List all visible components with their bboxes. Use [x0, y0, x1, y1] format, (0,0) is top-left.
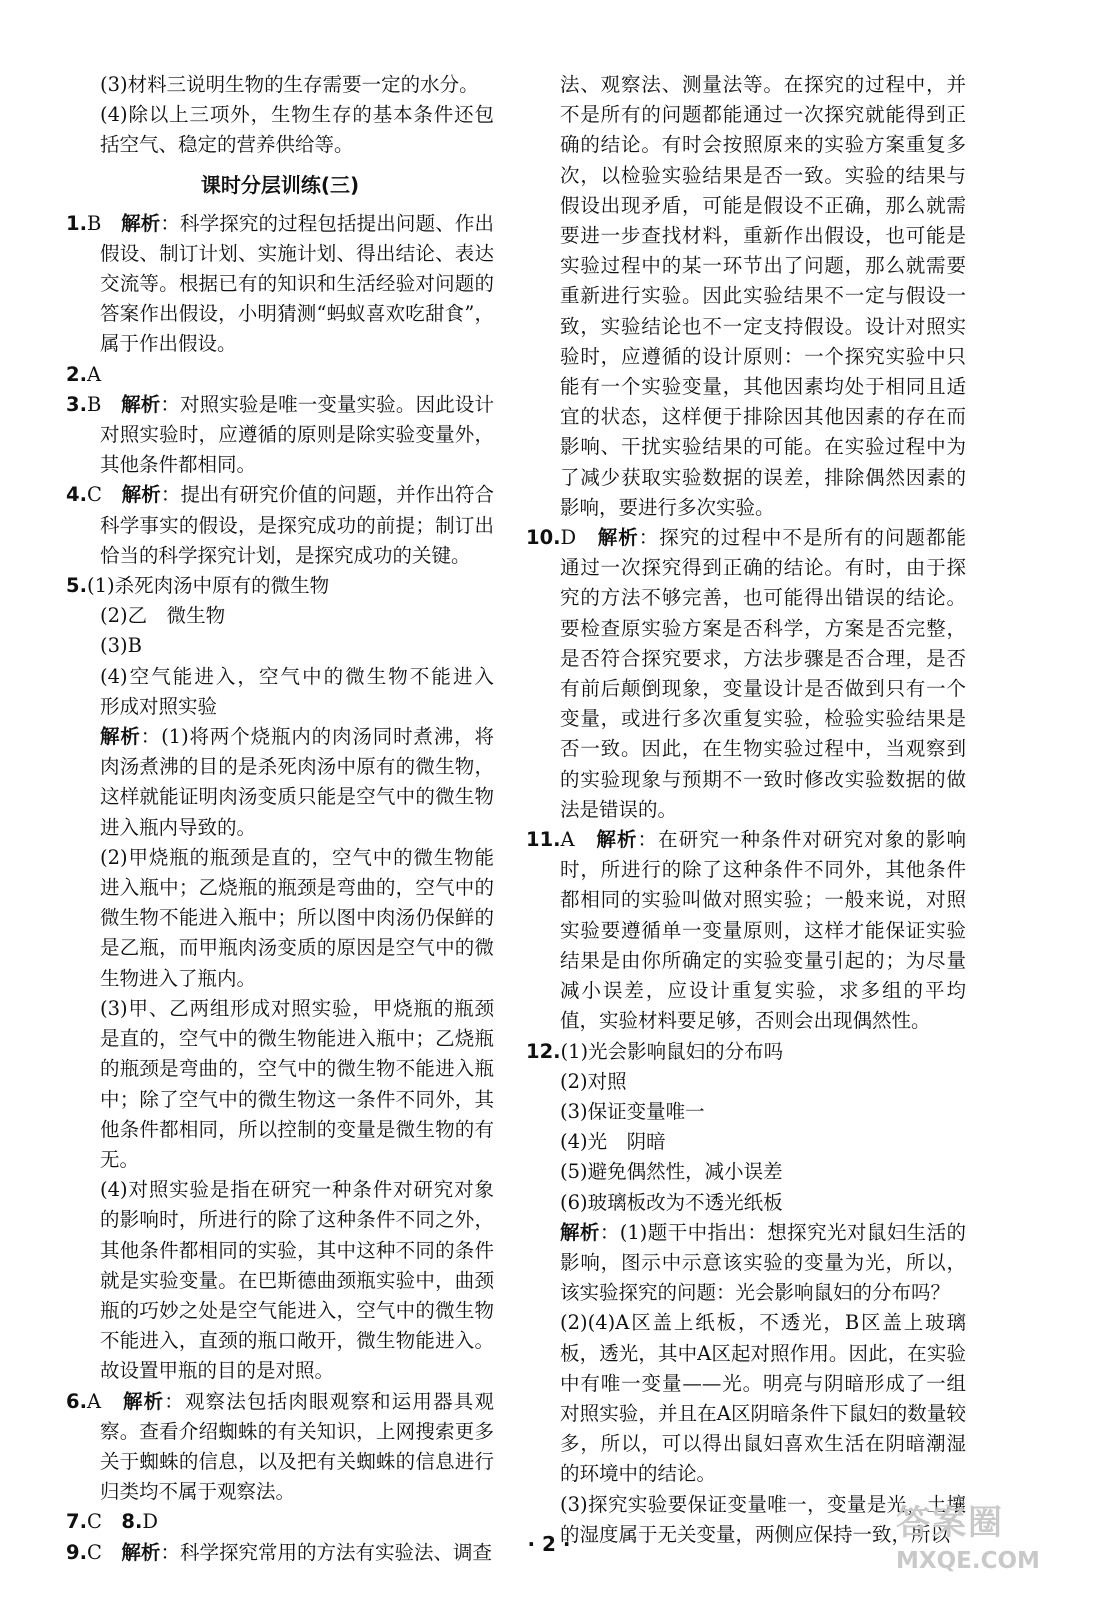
sub-answer: (1)光会影响鼠妇的分布吗	[560, 1039, 784, 1063]
sub-answer: (3)保证变量唯一	[560, 1099, 705, 1123]
analysis-paragraph	[526, 1218, 966, 1309]
item-answer: B	[86, 211, 102, 235]
answer-item-11	[526, 825, 966, 1036]
analysis-text: ：科学探究的过程包括提出问题、作出假设、制订计划、实施计划、得出结论、表达交流等。根据已有的知识和生活经验对问题的答案作出假设，小明猜测“蚂蚁喜欢吃甜食”，属于作出假设。	[100, 211, 494, 356]
section-heading: 课时分层训练(三)	[200, 172, 360, 197]
analysis-text: ：对照实验是唯一变量实验。因此设计对照实验时，应遵循的原则是除实验变量外，其他条件都相同。	[100, 392, 494, 477]
analysis-label: 解析	[121, 1540, 161, 1564]
item-number: 5.	[66, 574, 87, 598]
analysis-paragraph: (3)探究实验要保证变量唯一，变量是光，土壤的湿度属于无关变量，两侧应保持一致，所以	[560, 1492, 966, 1546]
analysis-text: ：(1)题干中指出：想探究光对鼠妇生活的影响，图示中示意该实验的变量为光，所以，该实验探究的问题：光会影响鼠妇的分布吗？	[560, 1220, 966, 1305]
item-number: 2.	[66, 362, 87, 386]
item-number: 10.	[526, 526, 561, 550]
analysis-text: ：探究的过程中不是所有的问题都能通过一次探究得到正确的结论。有时，由于探究的方法不够完善，也可能得出错误的结论。要检查原实验方案是否科学，方案是否完整，是否符合探究要求，方法步骤是否合理，是否有前后颠倒现象，变量设计是否做到只有一个变量，或进行多次重复实验，检验实验结果是否一致。因此，在生物实验过程中，当观察到的实验现象与预期不一致时修改实验数据的做法是错误的。	[560, 526, 966, 821]
item-answer: D	[560, 526, 577, 550]
item-answer: C	[86, 483, 102, 507]
analysis-label: 解析	[596, 828, 638, 852]
analysis-paragraph: (3)甲、乙两组形成对照实验，甲烧瓶的瓶颈是直的，空气中的微生物能进入瓶中；乙烧瓶的瓶颈是弯曲的，空气中的微生物不能进入瓶中；除了空气中的微生物这一条件不同外，其他条件都相同，所以控制的变量是微生物的有无。	[100, 996, 494, 1171]
item-number: 8.	[121, 1510, 143, 1534]
analysis-label: 解析	[560, 1220, 600, 1244]
sub-answer: (2)对照	[560, 1069, 627, 1093]
item-answer: A	[560, 828, 575, 852]
answer-item-10	[526, 523, 966, 825]
analysis-text: ：科学探究常用的方法有实验法、调查	[160, 1540, 492, 1564]
sub-answer: (1)杀死肉汤中原有的微生物	[86, 574, 330, 598]
item-answer: A	[86, 362, 102, 386]
item-number: 12.	[526, 1039, 561, 1063]
answer-item-3	[66, 390, 494, 481]
analysis-paragraph: (4)对照实验是指在研究一种条件对研究对象的影响时，所进行的除了这种条件不同之外，其他条件都相同的实验，其中这种不同的条件就是实验变量。在巴斯德曲颈瓶实验中，曲颈瓶的巧妙之处是空气能进入，空气中的微生物不能进入，直颈的瓶口敞开，微生物能进入。故设置甲瓶的目的是对照。	[100, 1178, 494, 1383]
analysis-text: ：在研究一种条件对研究对象的影响时，所进行的除了这种条件不同外，其他条件都相同的实验叫做对照实验；一般来说，对照实验要遵循单一变量原则，这样才能保证实验结果是由你所确定的实验变量引起的；为尽量减小误差，应设计重复实验，求多组的平均值，实验材料要足够，否则会出现偶然性。	[560, 828, 966, 1033]
item-number: 11.	[526, 828, 561, 852]
item-answer: D	[142, 1510, 159, 1534]
sub-answer: (4)空气能进入，空气中的微生物不能进入 形成对照实验	[100, 664, 514, 718]
analysis-label: 解析	[100, 725, 141, 749]
analysis-text: ：观察法包括肉眼观察和运用器具观察。查看介绍蜘蛛的有关知识，上网搜索更多关于蜘蛛的信息，以及把有关蜘蛛的信息进行归类均不属于观察法。	[100, 1389, 494, 1504]
watermark-logo-text: 答案圈	[896, 1503, 1004, 1543]
item-answer: B	[86, 392, 102, 416]
item-number: 3.	[66, 392, 87, 416]
item-answer: A	[86, 1389, 102, 1413]
analysis-text: ：提出有研究价值的问题，并作出符合科学事实的假设，是探究成功的前提；制订出恰当的科学探究计划，是探究成功的关键。	[100, 483, 494, 567]
analysis-paragraph	[66, 722, 494, 843]
intro-line: (4)除以上三项外，生物生存的基本条件还包括空气、稳定的营养供给等。	[100, 103, 494, 157]
item-number: 1.	[66, 211, 87, 235]
sub-answer: (5)避免偶然性，减小误差	[560, 1160, 783, 1184]
analysis-label: 解析	[121, 211, 161, 235]
analysis-label: 解析	[121, 392, 161, 416]
sub-answer: (2)乙 微生物	[100, 604, 226, 628]
answer-item-12	[526, 1037, 966, 1067]
answer-item-9-continued: 法、观察法、测量法等。在探究的过程中，并不是所有的问题都能通过一次探究就能得到正确的结论。有时会按照原来的实验方案重复多次，以检验实验结果是否一致。实验的结果与假设出现矛盾，可能是假设不正确，那么就需要进一步查找材料，重新作出假设，也可能是实验过程中的某一环节出了问题，那么就需要重新进行实验。因此实验结果不一定与假设一致，实验结论也不一定支持假设。设计对照实验时，应遵循的设计原则：一个探究实验中只能有一个实验变量，其他因素均处于相同且适宜的状态，这样便于排除因其他因素的存在而影响、干扰实验结果的可能。在实验过程中为了减少获取实验数据的误差，排除偶然因素的影响，要进行多次实验。	[560, 73, 966, 519]
analysis-label: 解析	[121, 483, 161, 507]
sub-answer: (4)光 阴暗	[560, 1130, 666, 1154]
answer-item-1	[66, 209, 494, 360]
left-column	[66, 70, 514, 1568]
watermark-url: MXQE.COM	[896, 1548, 1040, 1574]
right-column	[526, 70, 966, 1550]
analysis-paragraph: (2)(4)A区盖上纸板，不透光，B区盖上玻璃板，透光，其中A区起对照作用。因此，在实验中有唯一变量——光。明亮与阴暗形成了一组对照实验，并且在A区阴暗条件下鼠妇的数量较多，所以，可以得出鼠妇喜欢生活在阴暗潮湿的环境中的结论。	[560, 1311, 966, 1486]
answer-item-2	[66, 360, 494, 390]
sub-answer: (6)玻璃板改为不透光纸板	[560, 1190, 783, 1214]
item-answer: C	[86, 1540, 102, 1564]
answer-item-5	[66, 571, 494, 601]
item-answer: C	[86, 1510, 102, 1534]
item-number: 7.	[66, 1510, 87, 1534]
analysis-paragraph: (2)甲烧瓶的瓶颈是直的，空气中的微生物能进入瓶中；乙烧瓶的瓶颈是弯曲的，空气中的微生物不能进入瓶中；所以图中肉汤仍保鲜的是乙瓶，而甲瓶肉汤变质的原因是空气中的微生物进入了瓶内。	[100, 845, 494, 990]
answer-item-6	[66, 1387, 494, 1508]
intro-line: (3)材料三说明生物的生存需要一定的水分。	[100, 73, 479, 96]
analysis-label: 解析	[122, 1389, 165, 1413]
watermark-logo	[896, 1500, 1082, 1592]
item-number: 9.	[66, 1540, 87, 1564]
analysis-label: 解析	[597, 526, 639, 550]
page-number: · 2 ·	[527, 1532, 571, 1556]
item-number: 6.	[66, 1389, 87, 1413]
analysis-text: ：(1)将两个烧瓶内的肉汤同时煮沸，将肉汤煮沸的目的是杀死肉汤中原有的微生物，这样就能证明肉汤变质只能是空气中的微生物进入瓶内导致的。	[100, 725, 494, 839]
answer-item-4	[66, 480, 494, 571]
item-number: 4.	[66, 483, 87, 507]
sub-answer: (3)B	[100, 634, 142, 658]
